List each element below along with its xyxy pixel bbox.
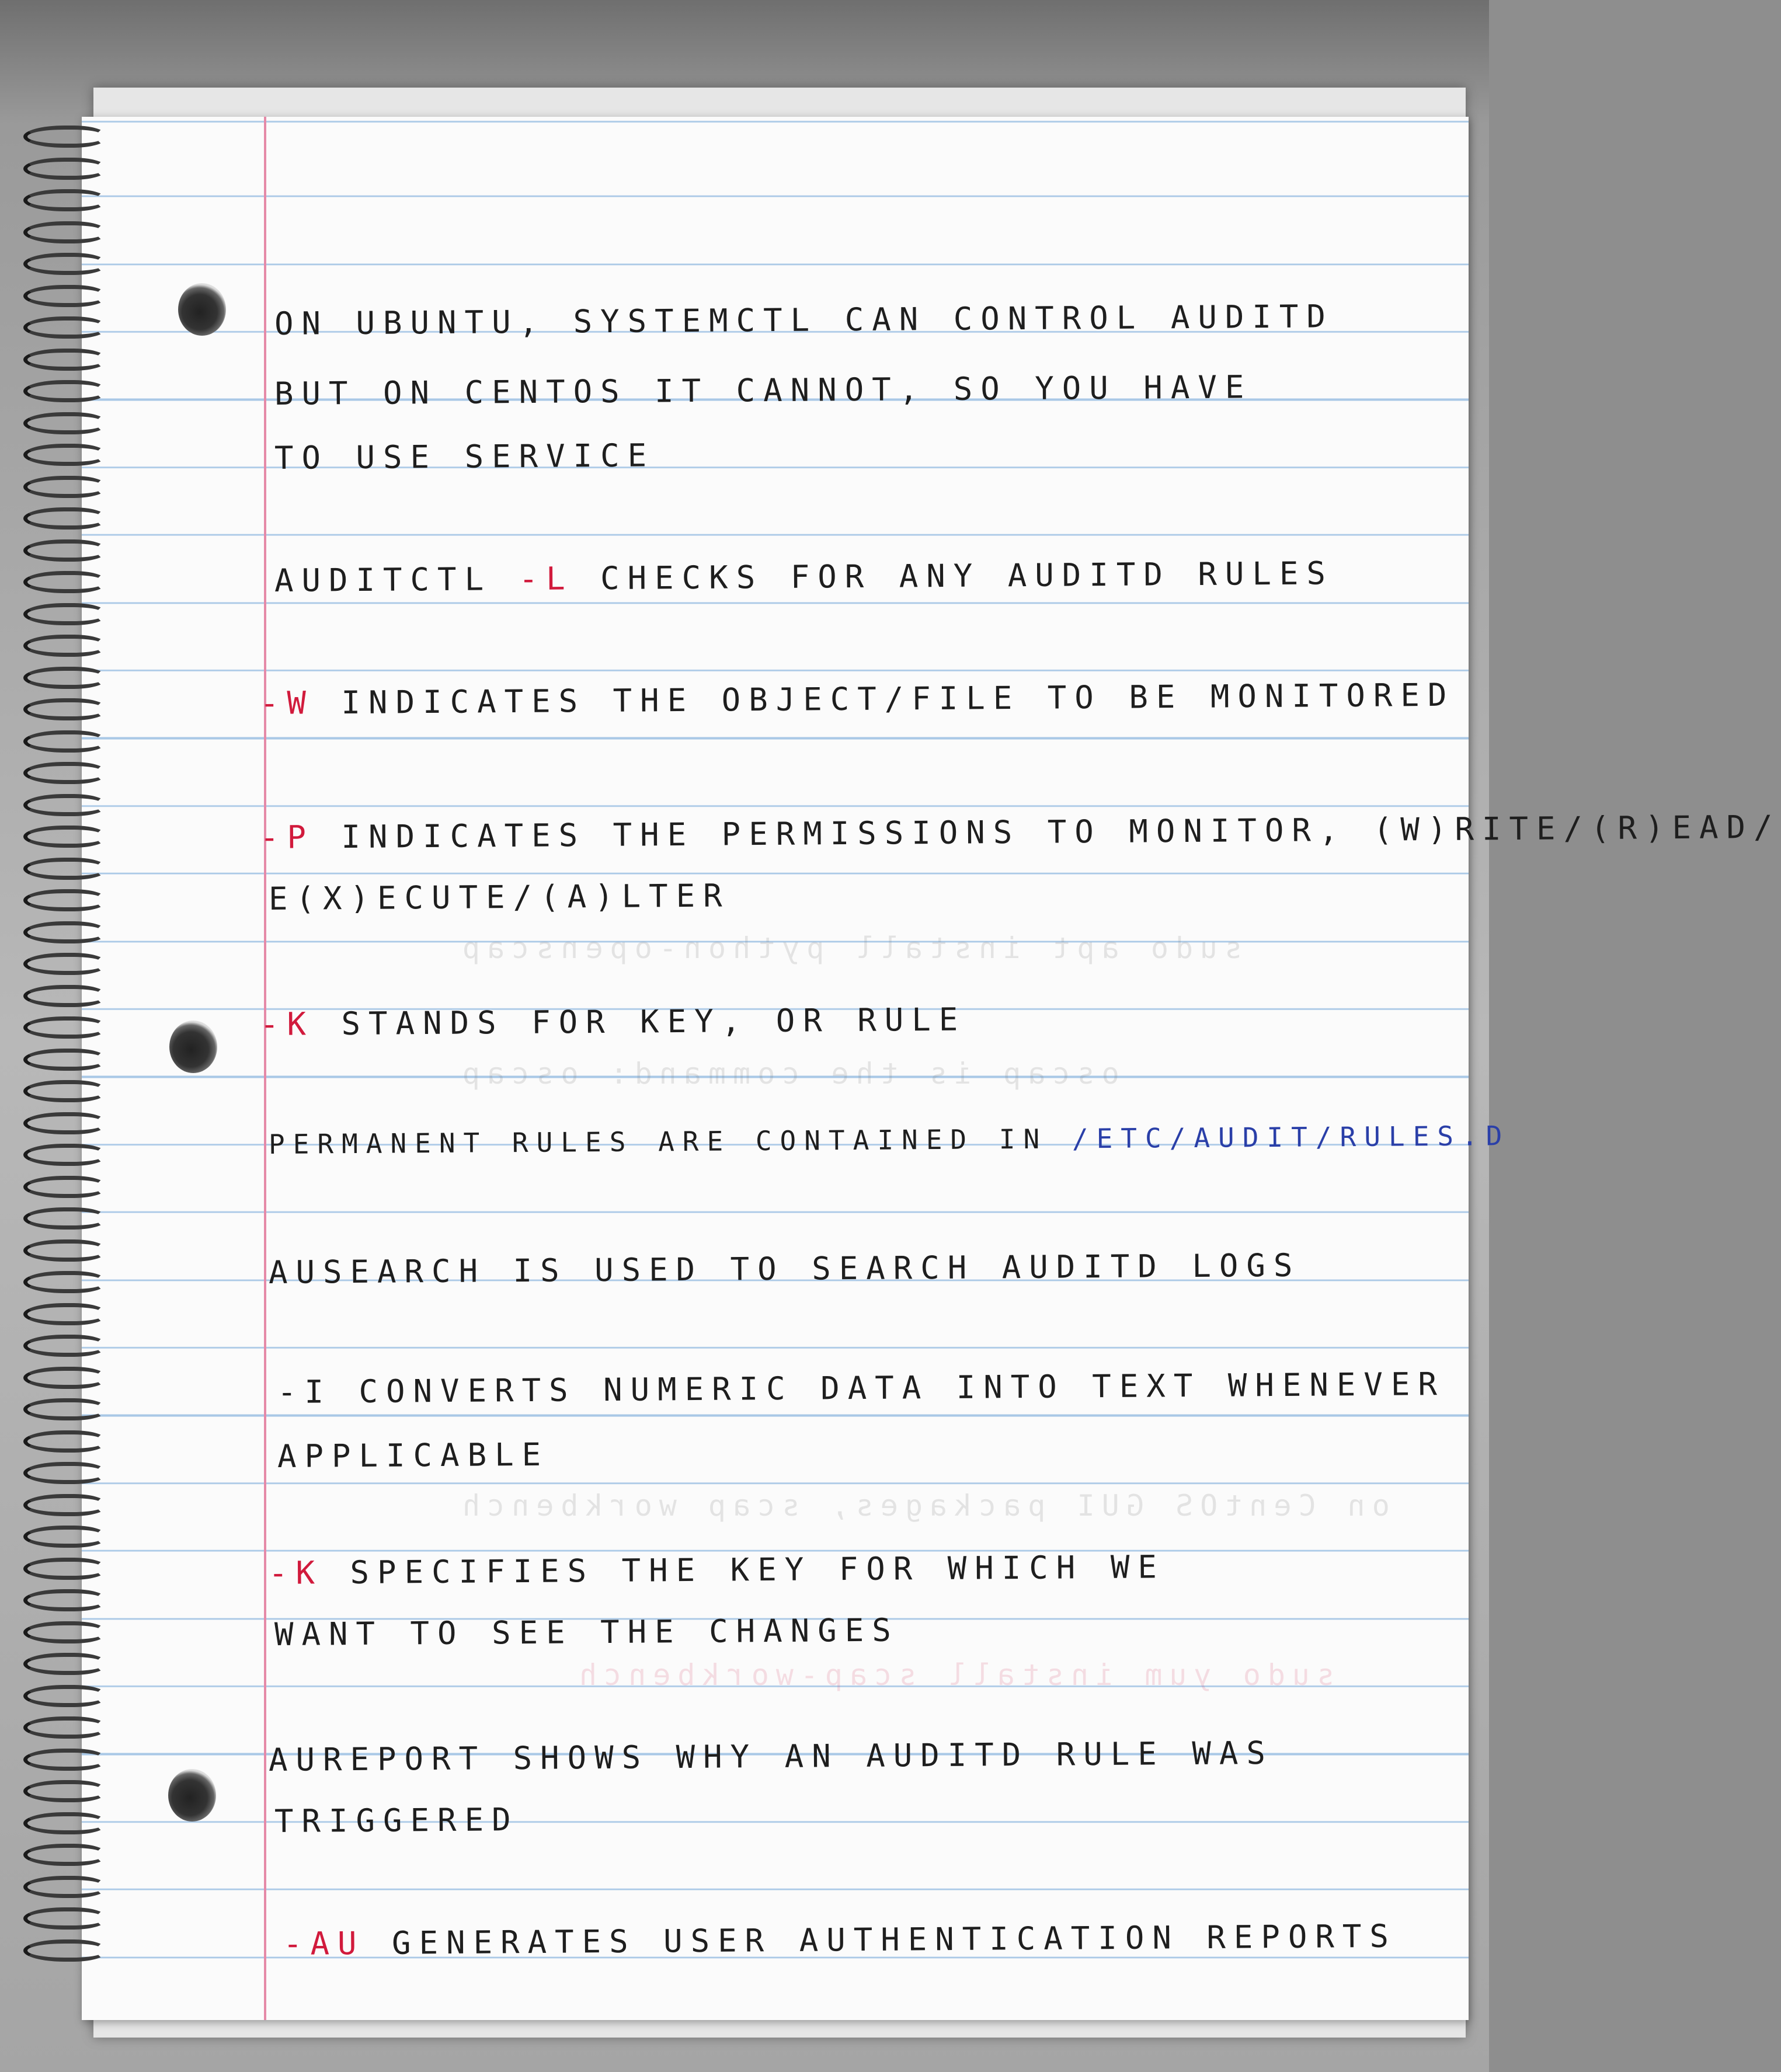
- note-text: PERMANENT RULES ARE CONTAINED IN: [268, 1123, 1048, 1160]
- spiral-coil: [23, 1335, 105, 1357]
- spiral-coil: [23, 507, 105, 530]
- spiral-coil: [23, 349, 105, 371]
- punch-hole-middle: [169, 1021, 217, 1073]
- bleed-through-text: sudo apt install python-openscap: [455, 931, 1243, 965]
- flag-label: -AU: [283, 1925, 365, 1962]
- spiral-coil: [23, 1685, 105, 1707]
- note-line: [283, 1916, 1397, 1965]
- spiral-coil: [23, 858, 105, 880]
- note-line: [260, 675, 1455, 724]
- note-line: [277, 1434, 549, 1477]
- note-line: [274, 435, 655, 479]
- note-line: [269, 1115, 1511, 1165]
- note-line: [274, 553, 1334, 601]
- flag-label: -K: [268, 1554, 323, 1592]
- spiral-coil: [23, 985, 105, 1007]
- spiral-coil: [23, 444, 105, 466]
- spiral-coil: [23, 539, 105, 562]
- flag-label: -P: [259, 819, 315, 856]
- spiral-coil: [23, 380, 105, 402]
- spiral-coil: [23, 1749, 105, 1771]
- spiral-coil: [23, 635, 105, 657]
- spiral-coil: [23, 1207, 105, 1230]
- spiral-coil: [23, 1621, 105, 1643]
- bleed-through-text: on CentOS GUI packages, scap workbench: [455, 1489, 1390, 1523]
- spiral-coil: [23, 1303, 105, 1325]
- spiral-coil: [23, 1494, 105, 1516]
- note-text: STANDS FOR KEY, OR RULE: [341, 1001, 966, 1043]
- punch-hole-bottom: [168, 1769, 216, 1822]
- flag-label: -L: [519, 560, 573, 598]
- spiral-coil: [23, 698, 105, 720]
- spiral-coil: [23, 953, 105, 975]
- note-text: WANT TO SEE THE CHANGES: [274, 1611, 899, 1653]
- spiral-coil: [23, 1876, 105, 1898]
- spiral-coil: [23, 412, 105, 434]
- note-text: AUSEARCH IS USED TO SEARCH AUDITD LOGS: [268, 1246, 1301, 1291]
- spiral-coil: [23, 1780, 105, 1802]
- spiral-coil: [23, 667, 105, 689]
- punch-hole-top: [178, 283, 226, 336]
- spiral-coil: [23, 1812, 105, 1834]
- file-path: /ETC/AUDIT/RULES.D: [1072, 1120, 1511, 1155]
- spiral-coil: [23, 476, 105, 498]
- spiral-coil: [23, 1271, 105, 1293]
- note-line: [274, 367, 1253, 415]
- spiral-binding: [23, 126, 111, 1976]
- spiral-coil: [23, 285, 105, 307]
- note-text: TRIGGERED: [274, 1801, 519, 1840]
- note-text: BUT ON CENTOS IT CANNOT, SO YOU HAVE: [274, 368, 1253, 412]
- spiral-coil: [23, 1939, 105, 1962]
- spiral-coil: [23, 1049, 105, 1071]
- flag-label: -K: [259, 1005, 315, 1043]
- flag-label: -W: [259, 684, 315, 722]
- spiral-coil: [23, 1907, 105, 1930]
- spiral-coil: [23, 1430, 105, 1453]
- spiral-coil: [23, 826, 105, 848]
- note-line: [260, 1000, 966, 1045]
- spiral-coil: [23, 603, 105, 625]
- spiral-coil: [23, 1844, 105, 1866]
- spiral-coil: [23, 253, 105, 275]
- note-line: [274, 1610, 899, 1655]
- note-line: [269, 875, 731, 920]
- spiral-coil: [23, 1367, 105, 1389]
- note-text: APPLICABLE: [277, 1436, 549, 1475]
- spiral-coil: [23, 1112, 105, 1134]
- spiral-coil: [23, 730, 105, 753]
- note-text: INDICATES THE PERMISSIONS TO MONITOR, (W)RITE/(R)EAD/: [341, 808, 1781, 856]
- spiral-coil: [23, 1016, 105, 1039]
- spiral-coil: [23, 762, 105, 784]
- note-text: E(X)ECUTE/(A)LTER: [268, 877, 731, 917]
- note-line: [269, 1733, 1274, 1781]
- bleed-through-text: oscap is the command: oscap: [455, 1057, 1119, 1091]
- note-text: TO USE SERVICE: [274, 437, 655, 476]
- note-text: ON UBUNTU, SYSTEMCTL CAN CONTROL AUDITD: [274, 298, 1334, 342]
- spiral-coil: [23, 221, 105, 243]
- spiral-coil: [23, 158, 105, 180]
- spiral-coil: [23, 189, 105, 211]
- spiral-coil: [23, 316, 105, 339]
- spiral-coil: [23, 794, 105, 816]
- spiral-coil: [23, 571, 105, 593]
- spiral-coil: [23, 1558, 105, 1580]
- spiral-coil: [23, 1239, 105, 1262]
- bleed-through-text: sudo yum install scap-workbench: [572, 1658, 1335, 1692]
- note-text: -I CONVERTS NUMERIC DATA INTO TEXT WHENEVER: [277, 1366, 1446, 1411]
- note-line: [269, 1245, 1301, 1293]
- note-text: AUREPORT SHOWS WHY AN AUDITD RULE WAS: [268, 1734, 1274, 1778]
- spiral-coil: [23, 889, 105, 911]
- spiral-coil: [23, 1589, 105, 1611]
- note-text: INDICATES THE OBJECT/FILE TO BE MONITORED: [341, 676, 1455, 722]
- note-text: CHECKS FOR ANY AUDITD RULES: [600, 555, 1334, 597]
- spiral-coil: [23, 126, 105, 148]
- spiral-coil: [23, 1653, 105, 1675]
- spiral-coil: [23, 1526, 105, 1548]
- spiral-coil: [23, 1080, 105, 1102]
- spiral-coil: [23, 1144, 105, 1166]
- note-line: [277, 1364, 1445, 1413]
- command-name: AUDITCTL: [274, 560, 492, 599]
- spiral-coil: [23, 1462, 105, 1484]
- spiral-coil: [23, 921, 105, 943]
- red-margin-line: [264, 117, 266, 2020]
- note-line: [269, 1547, 1165, 1594]
- note-line: [274, 296, 1334, 344]
- spiral-coil: [23, 1176, 105, 1198]
- note-line: [274, 1799, 519, 1842]
- note-text: GENERATES USER AUTHENTICATION REPORTS: [391, 1917, 1397, 1962]
- spiral-coil: [23, 1716, 105, 1739]
- spiral-coil: [23, 1398, 105, 1420]
- note-text: SPECIFIES THE KEY FOR WHICH WE: [350, 1548, 1166, 1592]
